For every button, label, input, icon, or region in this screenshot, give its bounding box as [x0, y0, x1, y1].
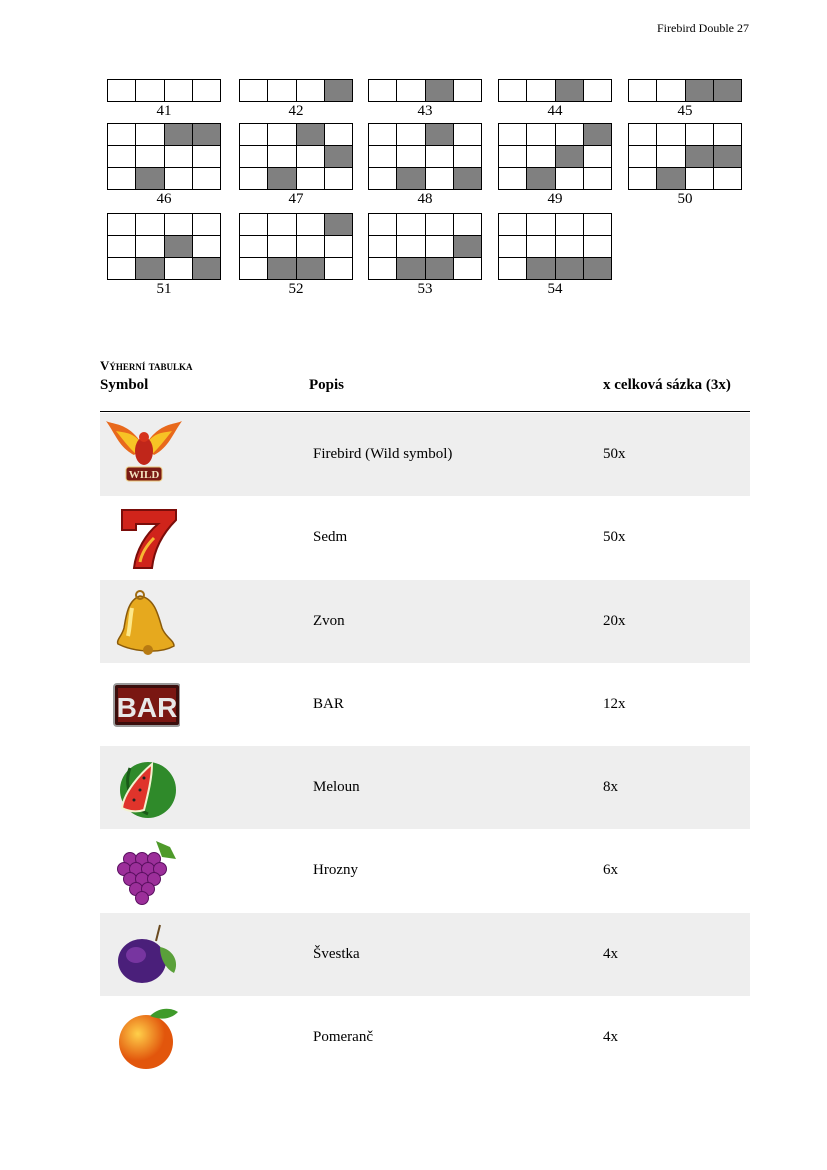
symbol-description: Meloun	[313, 779, 360, 796]
document-header: Firebird Double 27	[657, 21, 749, 35]
payline-cell-active	[686, 80, 714, 102]
payline-cell	[165, 146, 193, 168]
payline-cell	[527, 236, 555, 258]
payline-cell	[240, 80, 268, 102]
payline-cell	[584, 146, 612, 168]
payline-cell	[136, 236, 164, 258]
table-row	[100, 496, 750, 579]
payline-cell-active	[426, 258, 454, 280]
payline-number: 41	[156, 103, 172, 119]
table-row	[100, 746, 750, 829]
payline-grid	[628, 123, 742, 190]
payline-cell	[136, 214, 164, 236]
payline-cell	[426, 214, 454, 236]
payline-grid	[368, 123, 482, 190]
grapes-icon	[110, 837, 180, 905]
payline-cell	[268, 214, 296, 236]
payline-cell	[454, 214, 482, 236]
payline-cell-active	[454, 168, 482, 190]
payline-41	[107, 79, 221, 119]
payline-number: 42	[288, 103, 304, 119]
payline-cell	[556, 236, 584, 258]
paytable-title: Výherní tabulka	[100, 358, 193, 373]
payline-cell	[369, 214, 397, 236]
symbol-payout: 4x	[603, 945, 618, 962]
payline-cell	[499, 258, 527, 280]
orange-icon	[110, 1004, 180, 1072]
payline-grid	[107, 79, 221, 102]
payline-grid	[498, 213, 612, 280]
payline-cell	[397, 236, 425, 258]
payline-cell-active	[657, 168, 685, 190]
symbol-payout: 50x	[603, 446, 626, 462]
symbol-description: Švestka	[313, 945, 360, 962]
payline-cell	[397, 80, 425, 102]
payline-cell-active	[193, 258, 221, 280]
payline-cell-active	[686, 146, 714, 168]
payline-number: 43	[417, 103, 433, 119]
payline-cell	[240, 124, 268, 146]
payline-cell	[165, 168, 193, 190]
payline-cell	[629, 146, 657, 168]
payline-cell-active	[397, 258, 425, 280]
column-header-symbol: Symbol	[100, 377, 149, 393]
header-rule	[100, 411, 750, 412]
payline-cell	[136, 80, 164, 102]
payline-cell	[369, 168, 397, 190]
payline-number: 48	[417, 191, 433, 207]
payline-54	[498, 213, 612, 297]
payline-cell	[369, 124, 397, 146]
payline-cell	[108, 236, 136, 258]
payline-cell	[499, 168, 527, 190]
payline-cell	[268, 236, 296, 258]
payline-cell	[240, 146, 268, 168]
payline-cell	[325, 124, 353, 146]
payline-cell	[108, 168, 136, 190]
payline-cell-active	[556, 80, 584, 102]
payline-cell	[136, 146, 164, 168]
symbol-payout: 8x	[603, 779, 618, 796]
payline-cell	[657, 124, 685, 146]
payline-cell-active	[454, 236, 482, 258]
payline-cell-active	[527, 258, 555, 280]
payline-50	[628, 123, 742, 207]
payline-cell	[527, 146, 555, 168]
symbol-description: Pomeranč	[313, 1029, 373, 1046]
payline-grid	[498, 79, 612, 102]
payline-cell-active	[714, 146, 742, 168]
payline-cell	[426, 146, 454, 168]
payline-cell	[108, 214, 136, 236]
payline-cell	[527, 214, 555, 236]
payline-cell	[454, 124, 482, 146]
payline-49	[498, 123, 612, 207]
payline-number: 51	[156, 281, 172, 297]
column-header-description: Popis	[309, 377, 345, 393]
payline-cell	[193, 80, 221, 102]
payline-cell	[108, 146, 136, 168]
payline-cell	[193, 168, 221, 190]
payline-46	[107, 123, 221, 207]
payline-cell-active	[297, 124, 325, 146]
symbol-payout: 4x	[603, 1029, 618, 1046]
bell-icon	[110, 588, 180, 656]
table-row	[100, 663, 750, 746]
payline-cell-active	[584, 258, 612, 280]
payline-cell	[268, 146, 296, 168]
payline-cell	[556, 214, 584, 236]
payline-grid	[498, 123, 612, 190]
payline-grid	[628, 79, 742, 102]
payline-cell	[108, 80, 136, 102]
payline-cell	[297, 168, 325, 190]
payline-cell	[136, 124, 164, 146]
payline-number: 50	[677, 191, 693, 207]
payline-cell	[165, 80, 193, 102]
symbol-payout: 6x	[603, 862, 618, 879]
payline-cell	[369, 80, 397, 102]
payline-cell-active	[297, 258, 325, 280]
payline-cell-active	[426, 80, 454, 102]
payline-cell	[240, 236, 268, 258]
symbol-description: Firebird (Wild symbol)	[313, 446, 453, 462]
payline-cell	[397, 214, 425, 236]
payline-number: 44	[547, 103, 563, 119]
payline-cell	[584, 80, 612, 102]
payline-grid	[107, 213, 221, 280]
payline-42	[239, 79, 353, 119]
payline-cell	[108, 258, 136, 280]
seven-icon	[110, 504, 180, 572]
payline-cell-active	[165, 124, 193, 146]
payline-cell-active	[165, 236, 193, 258]
payline-cell-active	[556, 258, 584, 280]
payline-cell-active	[325, 214, 353, 236]
payline-cell	[193, 214, 221, 236]
payline-number: 54	[547, 281, 563, 297]
payline-cell	[325, 236, 353, 258]
payline-cell	[499, 146, 527, 168]
payline-cell	[686, 124, 714, 146]
payline-51	[107, 213, 221, 297]
payline-cell	[165, 258, 193, 280]
payline-cell	[325, 168, 353, 190]
payline-number: 53	[417, 281, 433, 297]
paytable	[100, 413, 750, 1079]
payline-cell	[584, 214, 612, 236]
payline-cell	[527, 80, 555, 102]
payline-48	[368, 123, 482, 207]
payline-cell	[193, 236, 221, 258]
payline-grid	[107, 123, 221, 190]
payline-cell-active	[397, 168, 425, 190]
grape-berry	[136, 892, 149, 905]
symbol-description: Hrozny	[313, 862, 358, 879]
payline-grid	[239, 123, 353, 190]
symbol-description: Sedm	[313, 529, 348, 546]
payline-grid	[239, 213, 353, 280]
firebird-wild-icon	[110, 421, 180, 489]
payline-cell-active	[527, 168, 555, 190]
table-row	[100, 413, 750, 496]
payline-cell-active	[325, 80, 353, 102]
payline-cell	[657, 80, 685, 102]
payline-cell	[268, 124, 296, 146]
payline-cell	[240, 168, 268, 190]
svg-text:BAR: BAR	[116, 691, 178, 723]
payline-cell	[325, 258, 353, 280]
payline-grid	[368, 79, 482, 102]
watermelon-icon	[110, 754, 180, 822]
payline-cell	[297, 214, 325, 236]
payline-cell	[426, 236, 454, 258]
table-row	[100, 913, 750, 996]
payline-cell	[108, 124, 136, 146]
payline-cell	[193, 146, 221, 168]
payline-cell	[714, 124, 742, 146]
payline-cell	[369, 236, 397, 258]
symbol-payout: 20x	[603, 612, 626, 629]
payline-cell	[499, 80, 527, 102]
payline-45	[628, 79, 742, 119]
payline-cell	[714, 168, 742, 190]
table-row	[100, 580, 750, 663]
payline-cell	[686, 168, 714, 190]
payline-cell	[629, 80, 657, 102]
payline-cell-active	[193, 124, 221, 146]
payline-cell	[297, 146, 325, 168]
payline-cell-active	[268, 258, 296, 280]
payline-cell	[268, 80, 296, 102]
payline-cell	[657, 146, 685, 168]
payline-cell-active	[136, 168, 164, 190]
payline-cell-active	[136, 258, 164, 280]
payline-cell	[499, 214, 527, 236]
payline-cell-active	[584, 124, 612, 146]
table-row	[100, 996, 750, 1079]
plum-icon	[110, 921, 180, 989]
payline-cell	[454, 146, 482, 168]
bar-icon	[110, 671, 180, 739]
payline-43	[368, 79, 482, 119]
payline-cell	[240, 258, 268, 280]
payline-44	[498, 79, 612, 119]
payline-grid	[239, 79, 353, 102]
payline-cell-active	[268, 168, 296, 190]
payline-number: 45	[677, 103, 693, 119]
table-row	[100, 829, 750, 912]
payline-cell	[629, 168, 657, 190]
payline-cell	[397, 124, 425, 146]
payline-number: 52	[288, 281, 304, 297]
payline-cell-active	[426, 124, 454, 146]
payline-cell	[499, 236, 527, 258]
symbol-payout: 12x	[603, 695, 626, 712]
payline-cell	[584, 168, 612, 190]
payline-cell	[165, 214, 193, 236]
payline-cell	[499, 124, 527, 146]
payline-cell-active	[556, 146, 584, 168]
payline-grid	[368, 213, 482, 280]
payline-cell	[426, 168, 454, 190]
payline-52	[239, 213, 353, 297]
payline-cell	[584, 236, 612, 258]
payline-cell	[369, 258, 397, 280]
symbol-payout: 50x	[603, 529, 626, 546]
payline-number: 47	[288, 191, 304, 207]
payline-number: 49	[547, 191, 563, 207]
payline-cell	[397, 146, 425, 168]
column-header-payout: x celková sázka (3x)	[603, 377, 731, 393]
payline-cell	[369, 146, 397, 168]
payline-cell-active	[714, 80, 742, 102]
svg-text:WILD: WILD	[128, 469, 160, 481]
payline-cell	[454, 258, 482, 280]
symbol-description: Zvon	[313, 612, 345, 629]
payline-47	[239, 123, 353, 207]
payline-cell	[556, 124, 584, 146]
payline-cell	[240, 214, 268, 236]
payline-cell-active	[325, 146, 353, 168]
payline-53	[368, 213, 482, 297]
symbol-description: BAR	[313, 695, 344, 712]
payline-cell	[527, 124, 555, 146]
payline-cell	[454, 80, 482, 102]
payline-cell	[556, 168, 584, 190]
payline-cell	[297, 236, 325, 258]
payline-number: 46	[156, 191, 172, 207]
payline-cell	[629, 124, 657, 146]
payline-cell	[297, 80, 325, 102]
